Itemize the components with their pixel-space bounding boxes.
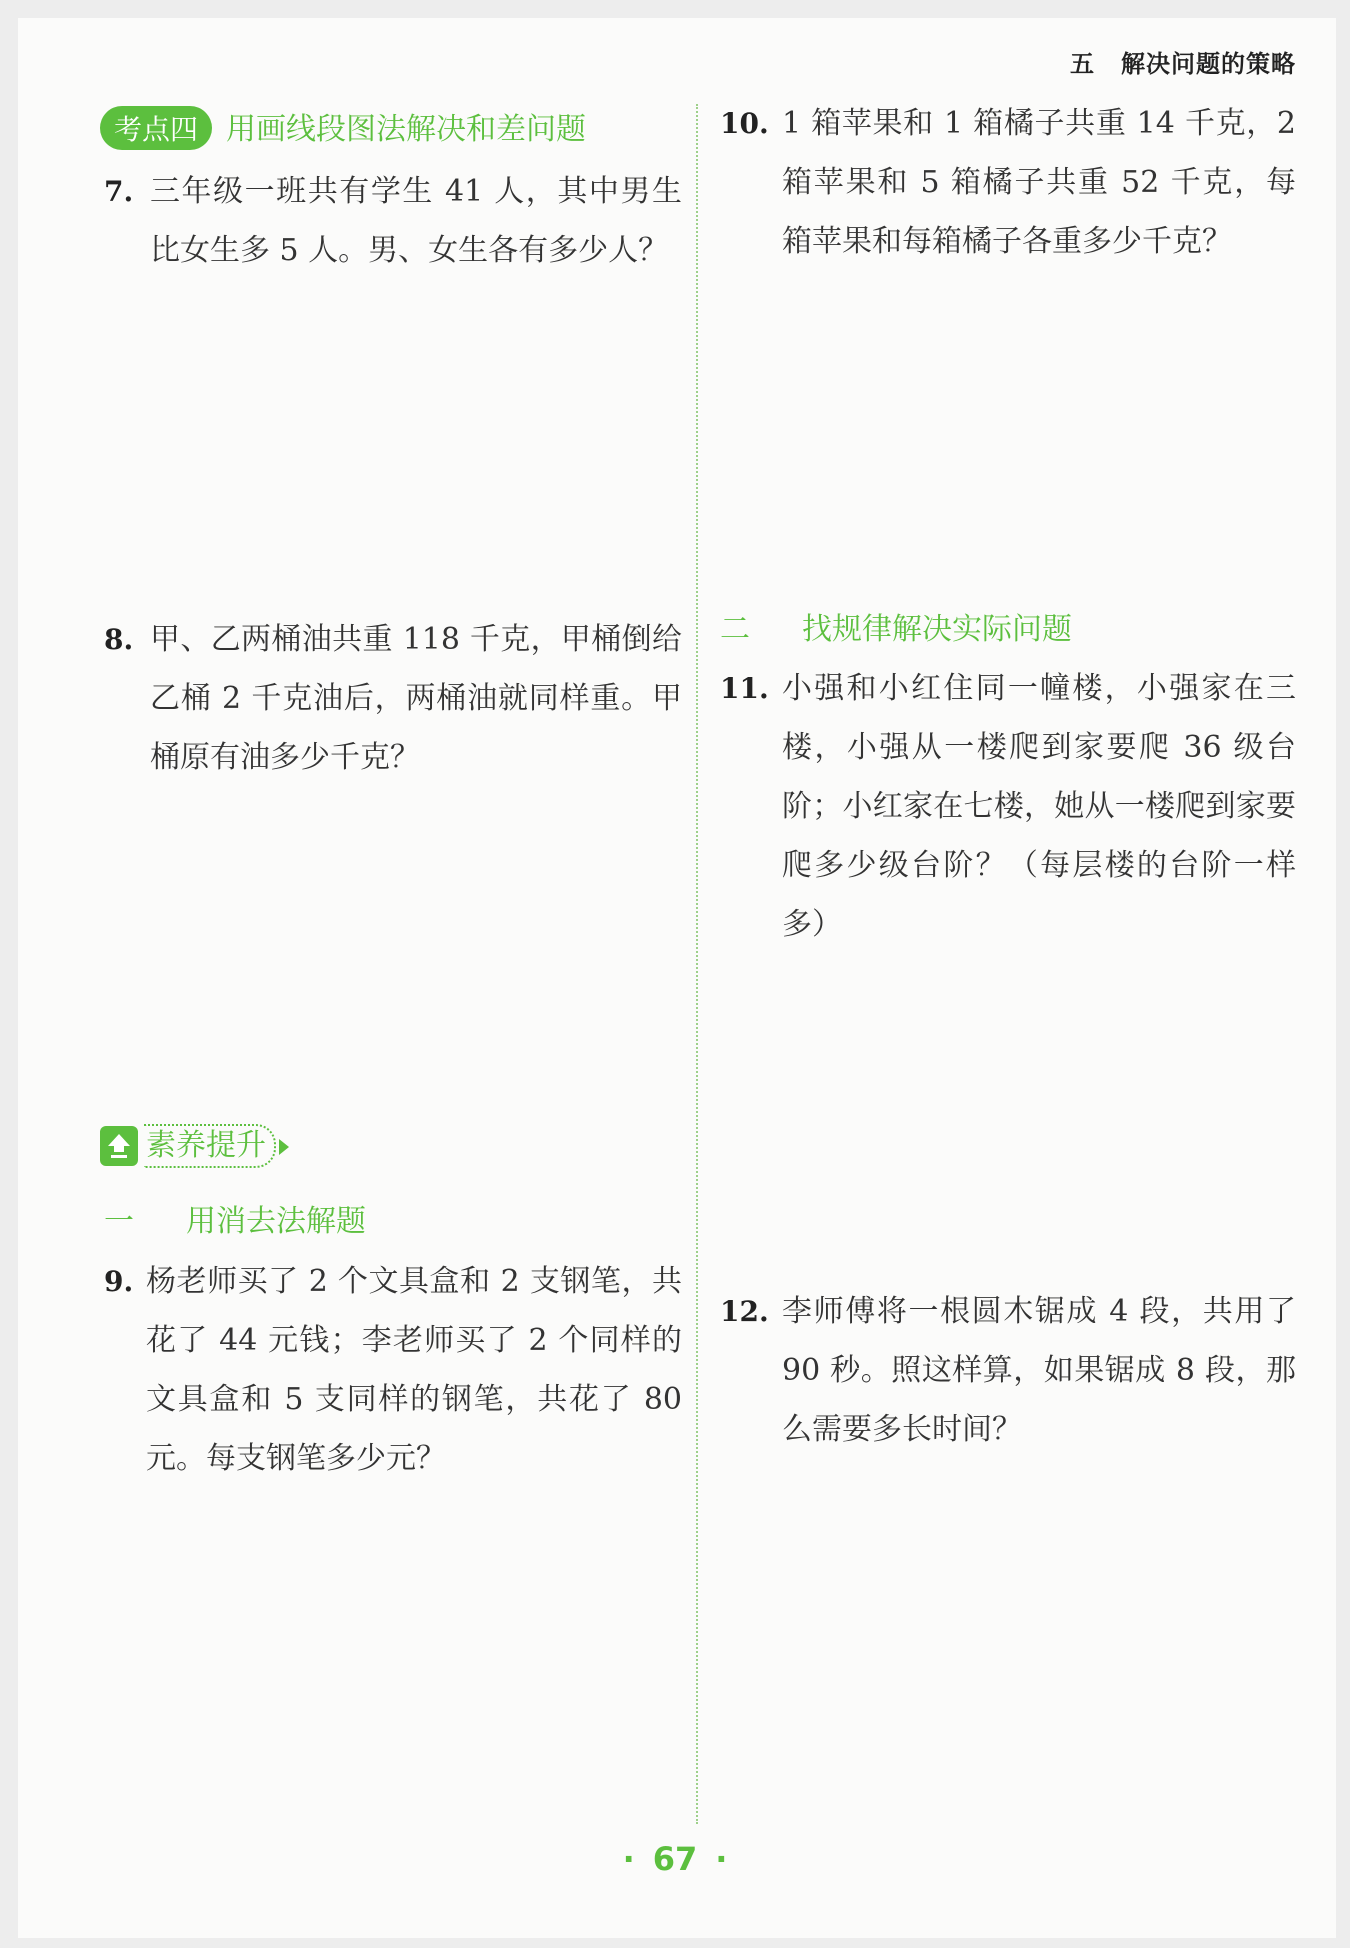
question-number: 10. <box>720 107 769 140</box>
kaodian-title: 用画线段图法解决和差问题 <box>226 112 587 147</box>
part2-title: 找规律解决实际问题 <box>802 612 1072 647</box>
part1-heading <box>104 1196 366 1240</box>
kaodian-section-heading <box>100 104 586 150</box>
question-text: 小强和小红住同一幢楼，小强家在三楼，小强从一楼爬到家要爬 36 级台阶；小红家在七楼，她从一楼爬到家要爬多少级台阶？（每层楼的台阶一样多） <box>782 671 1296 942</box>
question-7 <box>104 162 682 280</box>
suyang-badge <box>100 1124 290 1168</box>
arrow-up-icon <box>100 1126 138 1166</box>
question-12 <box>720 1282 1296 1459</box>
part2-heading <box>720 604 1072 648</box>
page-header <box>1070 44 1296 79</box>
question-10 <box>720 94 1296 271</box>
page-number: · 67 · <box>622 1840 728 1878</box>
question-number: 12. <box>720 1295 769 1328</box>
part1-title: 用消去法解题 <box>186 1204 366 1239</box>
question-11 <box>720 659 1296 954</box>
suyang-label: 素养提升 <box>144 1124 276 1168</box>
question-9 <box>104 1252 682 1488</box>
column-divider <box>696 104 698 1824</box>
question-text: 三年级一班共有学生 41 人，其中男生比女生多 5 人。男、女生各有多少人？ <box>150 174 682 268</box>
part2-number: 二 <box>720 612 750 647</box>
question-text: 杨老师买了 2 个文具盒和 2 支钢笔，共花了 44 元钱；李老师买了 2 个同样的文具盒和 5 支同样的钢笔，共花了 80 元。每支钢笔多少元？ <box>146 1264 682 1476</box>
question-text: 李师傅将一根圆木锯成 4 段，共用了 90 秒。照这样算，如果锯成 8 段，那么需要多长时间？ <box>782 1294 1296 1447</box>
question-number: 7. <box>104 175 134 208</box>
question-number: 11. <box>720 672 769 705</box>
chapter-title: 解决问题的策略 <box>1121 50 1296 78</box>
play-triangle-icon <box>278 1129 290 1164</box>
question-8 <box>104 610 682 787</box>
question-number: 8. <box>104 623 134 656</box>
part1-number: 一 <box>104 1204 134 1239</box>
question-number: 9. <box>104 1265 134 1298</box>
question-text: 1 箱苹果和 1 箱橘子共重 14 千克，2 箱苹果和 5 箱橘子共重 52 千克，每箱苹果和每箱橘子各重多少千克？ <box>782 106 1296 259</box>
page-number-value: 67 <box>652 1840 698 1878</box>
chapter-number: 五 <box>1070 50 1095 78</box>
question-text: 甲、乙两桶油共重 118 千克，甲桶倒给乙桶 2 千克油后，两桶油就同样重。甲桶原有油多少千克？ <box>150 622 682 775</box>
page <box>18 18 1336 1938</box>
kaodian-tag: 考点四 <box>100 106 212 150</box>
